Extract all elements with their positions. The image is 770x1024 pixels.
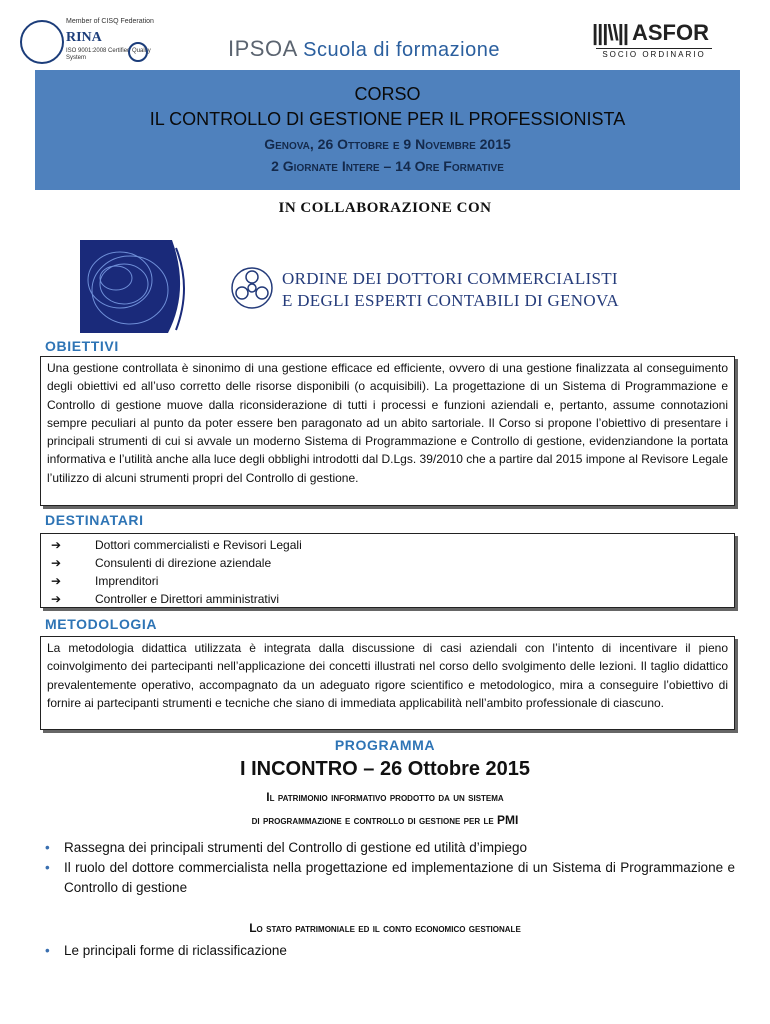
programma-subheading-1a: Il patrimonio informativo prodotto da un sistema <box>266 790 504 804</box>
rina-name: RINA <box>66 30 102 45</box>
destinatari-box <box>40 533 735 608</box>
course-dates: Genova, 26 Ottobre e 9 Novembre 2015 <box>264 136 511 152</box>
rina-iso-text: ISO 9001:2008 Certified Quality System <box>66 48 151 61</box>
asfor-logo <box>592 20 716 60</box>
destinatari-item: Dottori commercialisti e Revisori Legali <box>95 538 302 552</box>
bullet-icon: • <box>45 943 50 958</box>
asfor-bars-icon: |||\\|| <box>592 20 629 45</box>
metodologia-text: La metodologia didattica utilizzata è integrata dalla discussione di casi aziendali con l’intento di incentivare il pieno coinvolgimento dei partecipanti nell’applicazione dei concetti illustrati nel corso dello svolgimento delle lezioni. Il taglio didattico prevalentemente operativo, accompagnato da un adeguato rigore scientifico e metodologico, mira a conseguire l’obiettivo di fornire ai partecipanti strumenti e tecniche che siano di immediata applicabilità nell’ambito professionale di ciascuno. <box>47 641 728 710</box>
list-item <box>45 858 735 898</box>
destinatari-title: DESTINATARI <box>45 512 144 528</box>
destinatari-item: Controller e Direttori amministrativi <box>95 592 280 606</box>
metodologia-title: METODOLOGIA <box>45 616 158 632</box>
bullet-icon: • <box>45 840 50 855</box>
list-item <box>47 554 728 572</box>
odc-emblem-icon <box>230 266 274 310</box>
course-label: CORSO <box>354 84 421 104</box>
programma-title: PROGRAMMA <box>334 737 436 753</box>
sail-logo-icon <box>80 240 214 333</box>
asfor-subtitle: SOCIO ORDINARIO <box>596 48 712 59</box>
course-title-band <box>35 70 740 190</box>
rina-logo <box>18 12 158 68</box>
programma-list-2 <box>45 941 735 961</box>
ipsoa-subtitle: Scuola di formazione <box>303 39 500 61</box>
incontro-heading: I INCONTRO – 26 Ottobre 2015 <box>239 758 531 780</box>
list-item <box>47 590 728 608</box>
list-item <box>45 941 735 961</box>
arrow-right-icon: ➔ <box>51 556 62 570</box>
programma-item: Rassegna dei principali strumenti del Controllo di gestione ed utilità d’impiego <box>64 840 528 855</box>
course-duration: 2 Giornate Intere – 14 Ore Formative <box>271 158 504 174</box>
asfor-name: ASFOR <box>632 20 709 45</box>
obiettivi-title: OBIETTIVI <box>45 338 119 354</box>
programma-subheading-1b: di programmazione e controllo di gestione per le PMI <box>251 813 519 827</box>
destinatari-item: Imprenditori <box>95 574 159 588</box>
obiettivi-box <box>40 356 735 506</box>
programma-subheading-2: Lo stato patrimoniale ed il conto economico gestionale <box>249 921 521 935</box>
metodologia-box <box>40 636 735 730</box>
odc-name <box>282 268 619 312</box>
course-title: IL CONTROLLO DI GESTIONE PER IL PROFESSIONISTA <box>149 109 626 129</box>
ipsoa-logo <box>228 36 500 62</box>
rina-member-text: Member of CISQ Federation <box>66 18 154 25</box>
rina-emblem-icon <box>20 20 64 64</box>
programma-list-1 <box>45 838 735 898</box>
arrow-right-icon: ➔ <box>51 574 62 588</box>
programma-item: Il ruolo del dottore commercialista nella progettazione ed implementazione di un Sistema di Programmazione e Controllo di gestione <box>64 860 735 895</box>
programma-item: Le principali forme di riclassificazione <box>64 943 287 958</box>
list-item <box>45 838 735 858</box>
ipsoa-name: IPSOA <box>228 36 297 61</box>
list-item <box>47 536 728 554</box>
odc-name-line1: ORDINE DEI DOTTORI COMMERCIALISTI <box>282 269 618 288</box>
odc-name-line2: E DEGLI ESPERTI CONTABILI DI GENOVA <box>282 291 619 310</box>
collaboration-heading: IN COLLABORAZIONE CON <box>278 200 492 216</box>
arrow-right-icon: ➔ <box>51 538 62 552</box>
bullet-icon: • <box>45 860 50 875</box>
certification-badge-icon <box>128 42 148 62</box>
arrow-right-icon: ➔ <box>51 592 62 606</box>
obiettivi-text: Una gestione controllata è sinonimo di una gestione efficace ed efficiente, ovvero di una gestione finalizzata al conseguimento degli obiettivi ed all’uso corretto delle risorse disponibili (o acquisibili). La progettazione di un Sistema di Programmazione e Controllo di gestione muove dalla riconsiderazione di tutti i processi e funzioni aziendali e, pertanto, assume connotazioni sempre peculiari al punto da poter essere ben paragonato ad un abito sartoriale. Il Corso si propone l’obiettivo di presentare i principali strumenti di cui si avvale un moderno Sistema di Programmazione e Controllo di gestione, evidenziandone la portata informativa e l’utilità anche alla luce degli obblighi introdotti dal D.Lgs. 39/2010 che a partire dal 2015 impone al Revisore Legale l’utilizzo di alcuni strumenti propri del Controllo di gestione. <box>47 361 728 485</box>
list-item <box>47 572 728 590</box>
destinatari-item: Consulenti di direzione aziendale <box>95 556 272 570</box>
